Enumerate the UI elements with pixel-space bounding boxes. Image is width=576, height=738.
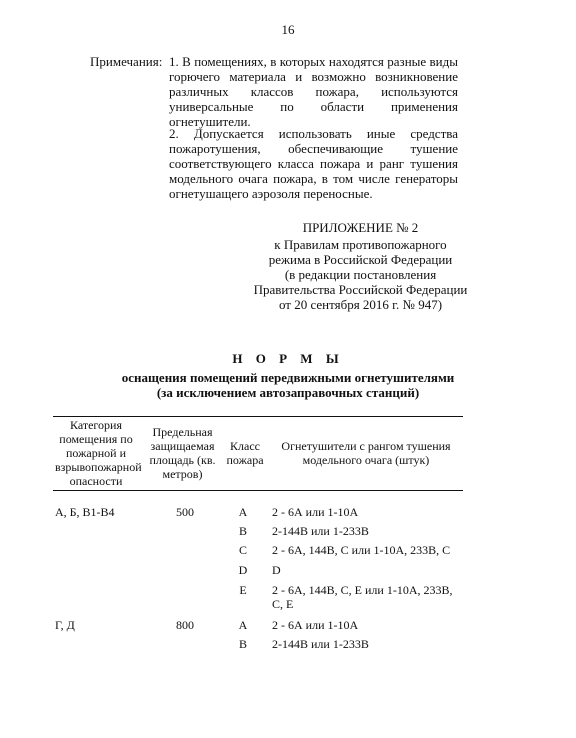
table-top-rule [53, 416, 463, 417]
appendix-line: к Правилам противопожарного [274, 237, 447, 252]
norms-subtitle-line-1: оснащения помещений передвижными огнетушителями [121, 370, 455, 385]
page-number: 16 [281, 22, 295, 37]
extinguisher-cell: 2 - 6А или 1-10А [272, 505, 359, 519]
extinguisher-cell: 2 - 6А, 144В, С, Е или 1-10А, 233В, С, Е [272, 583, 453, 611]
fire-class-cell: A [238, 505, 248, 519]
extinguisher-cell: 2-144В или 1-233В [272, 637, 369, 651]
header-category: Категория помещения по пожарной и взрывопожарной опасности [55, 418, 142, 488]
note-item-2: 2. Допускается использовать иные средства пожаротушения, обеспечивающие тушение соответствующего класса пожара и ранг тушения модельного очага пожара, в том числе генераторы огнетушащего аэрозоля переносные. [169, 126, 458, 201]
header-extinguishers: Огнетушители с рангом тушения модельного очага (штук) [281, 439, 451, 467]
area-cell: 500 [176, 505, 194, 519]
extinguisher-cell: D [272, 563, 281, 577]
norms-subtitle [60, 370, 516, 400]
notes-label: Примечания: [90, 54, 163, 69]
norms-subtitle-line-2: (за исключением автозаправочных станций) [156, 385, 420, 400]
extinguisher-cell: 2 - 6А или 1-10А [272, 618, 359, 632]
fire-class-cell: B [238, 637, 247, 651]
fire-class-cell: C [238, 543, 247, 557]
header-fire-class: Класс пожара [226, 439, 264, 467]
fire-class-cell: B [238, 524, 247, 538]
appendix-line: режима в Российской Федерации [268, 252, 453, 267]
norms-heading: Н О Р М Ы [232, 351, 344, 366]
appendix-title: ПРИЛОЖЕНИЕ № 2 [302, 220, 419, 235]
extinguisher-cell: 2 - 6А, 144В, С или 1-10А, 233В, С [272, 543, 451, 557]
appendix-block [241, 220, 480, 312]
appendix-line: от 20 сентября 2016 г. № 947) [278, 297, 443, 312]
fire-class-cell: E [239, 583, 247, 597]
note-item-1: 1. В помещениях, в которых находятся разные виды горючего материала и возможно возникновение различных классов пожара, используются универсальные по области применения огнетушители. [169, 54, 458, 129]
area-cell: 800 [176, 618, 194, 632]
category-cell: Г, Д [55, 618, 75, 632]
category-cell: А, Б, В1-В4 [55, 505, 115, 519]
header-area: Предельная защищаемая площадь (кв. метров) [149, 425, 216, 481]
table-header-rule [53, 490, 463, 491]
fire-class-cell: A [238, 618, 248, 632]
extinguisher-cell: 2-144В или 1-233В [272, 524, 369, 538]
appendix-line: (в редакции постановления [284, 267, 437, 282]
appendix-line: Правительства Российской Федерации [253, 282, 468, 297]
fire-class-cell: D [238, 563, 248, 577]
